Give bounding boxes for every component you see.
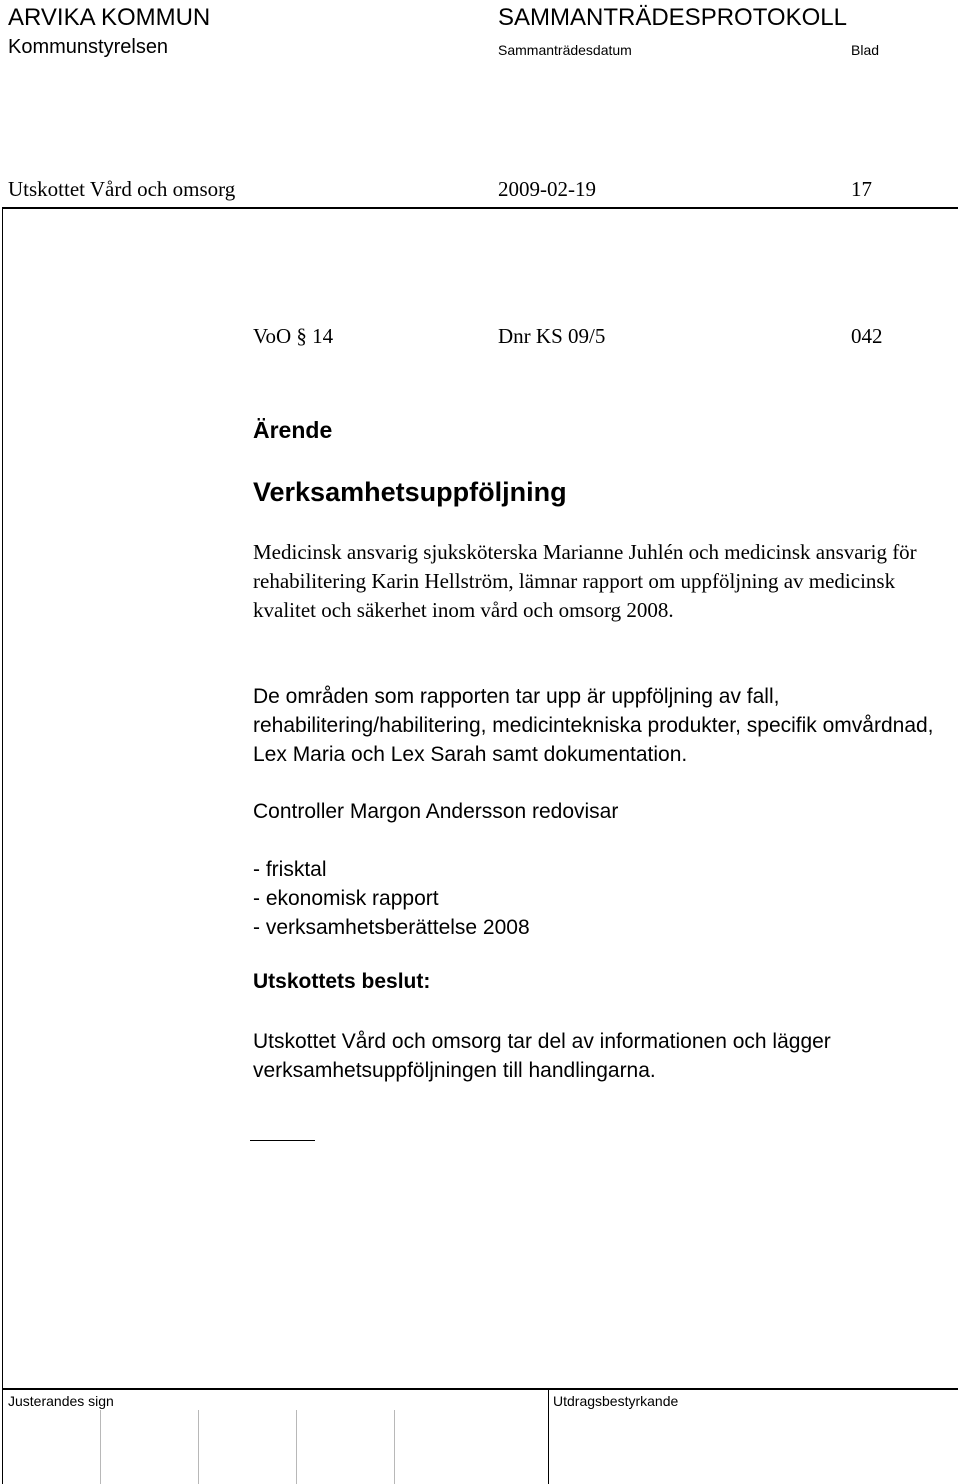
sign-box-divider-2: [198, 1410, 199, 1484]
top-rule: [2, 207, 958, 209]
sign-box-divider-4: [394, 1410, 395, 1484]
sign-box-divider-1: [100, 1410, 101, 1484]
report-areas-paragraph: De områden som rapporten tar upp är uppföljning av fall, rehabilitering/habilitering, medicintekniska produkter, specifik omvårdnad, Lex Maria och Lex Sarah samt dokumentation.: [253, 685, 934, 766]
meeting-date: 2009-02-19: [498, 177, 596, 201]
list-item: - verksamhetsberättelse 2008: [253, 916, 530, 939]
section-number: VoO § 14: [253, 324, 334, 348]
committee-name: Utskottet Vård och omsorg: [8, 177, 236, 201]
board-name: Kommunstyrelsen: [8, 36, 169, 58]
footer-divider: [548, 1388, 549, 1484]
arende-heading: Ärende: [253, 417, 333, 443]
meeting-date-label: Sammanträdesdatum: [498, 42, 632, 58]
sign-box-divider-3: [296, 1410, 297, 1484]
decision-text: Utskottet Vård och omsorg tar del av informationen och lägger verksamhetsuppföljningen till handlingarna.: [253, 1030, 831, 1082]
utdragsbestyrkande-label: Utdragsbestyrkande: [553, 1393, 679, 1409]
page-label: Blad: [851, 42, 880, 58]
report-paragraph: Medicinsk ansvarig sjuksköterska Marianne Juhlén och medicinsk ansvarig för rehabilitering Karin Hellström, lämnar rapport om uppföljning av medicinsk kvalitet och säkerhet inom vård och omsorg 2008.: [253, 540, 917, 622]
controller-paragraph: Controller Margon Andersson redovisar: [253, 800, 619, 823]
list-item: - ekonomisk rapport: [253, 887, 439, 910]
left-margin-rule: [2, 207, 3, 1389]
list-item: - frisktal: [253, 858, 327, 881]
case-title: Verksamhetsuppföljning: [253, 477, 567, 507]
diary-number: Dnr KS 09/5: [498, 324, 606, 348]
organization-name: ARVIKA KOMMUN: [8, 4, 211, 31]
justerandes-sign-label: Justerandes sign: [8, 1393, 114, 1409]
footer-rule: [2, 1388, 958, 1390]
end-rule: [250, 1140, 315, 1141]
archive-code: 042: [851, 324, 883, 348]
document-type: SAMMANTRÄDESPROTOKOLL: [498, 4, 847, 31]
report-list: [253, 855, 957, 942]
footer-left-rule: [2, 1388, 3, 1484]
decision-heading: Utskottets beslut:: [253, 970, 431, 993]
page-number: 17: [851, 177, 872, 201]
